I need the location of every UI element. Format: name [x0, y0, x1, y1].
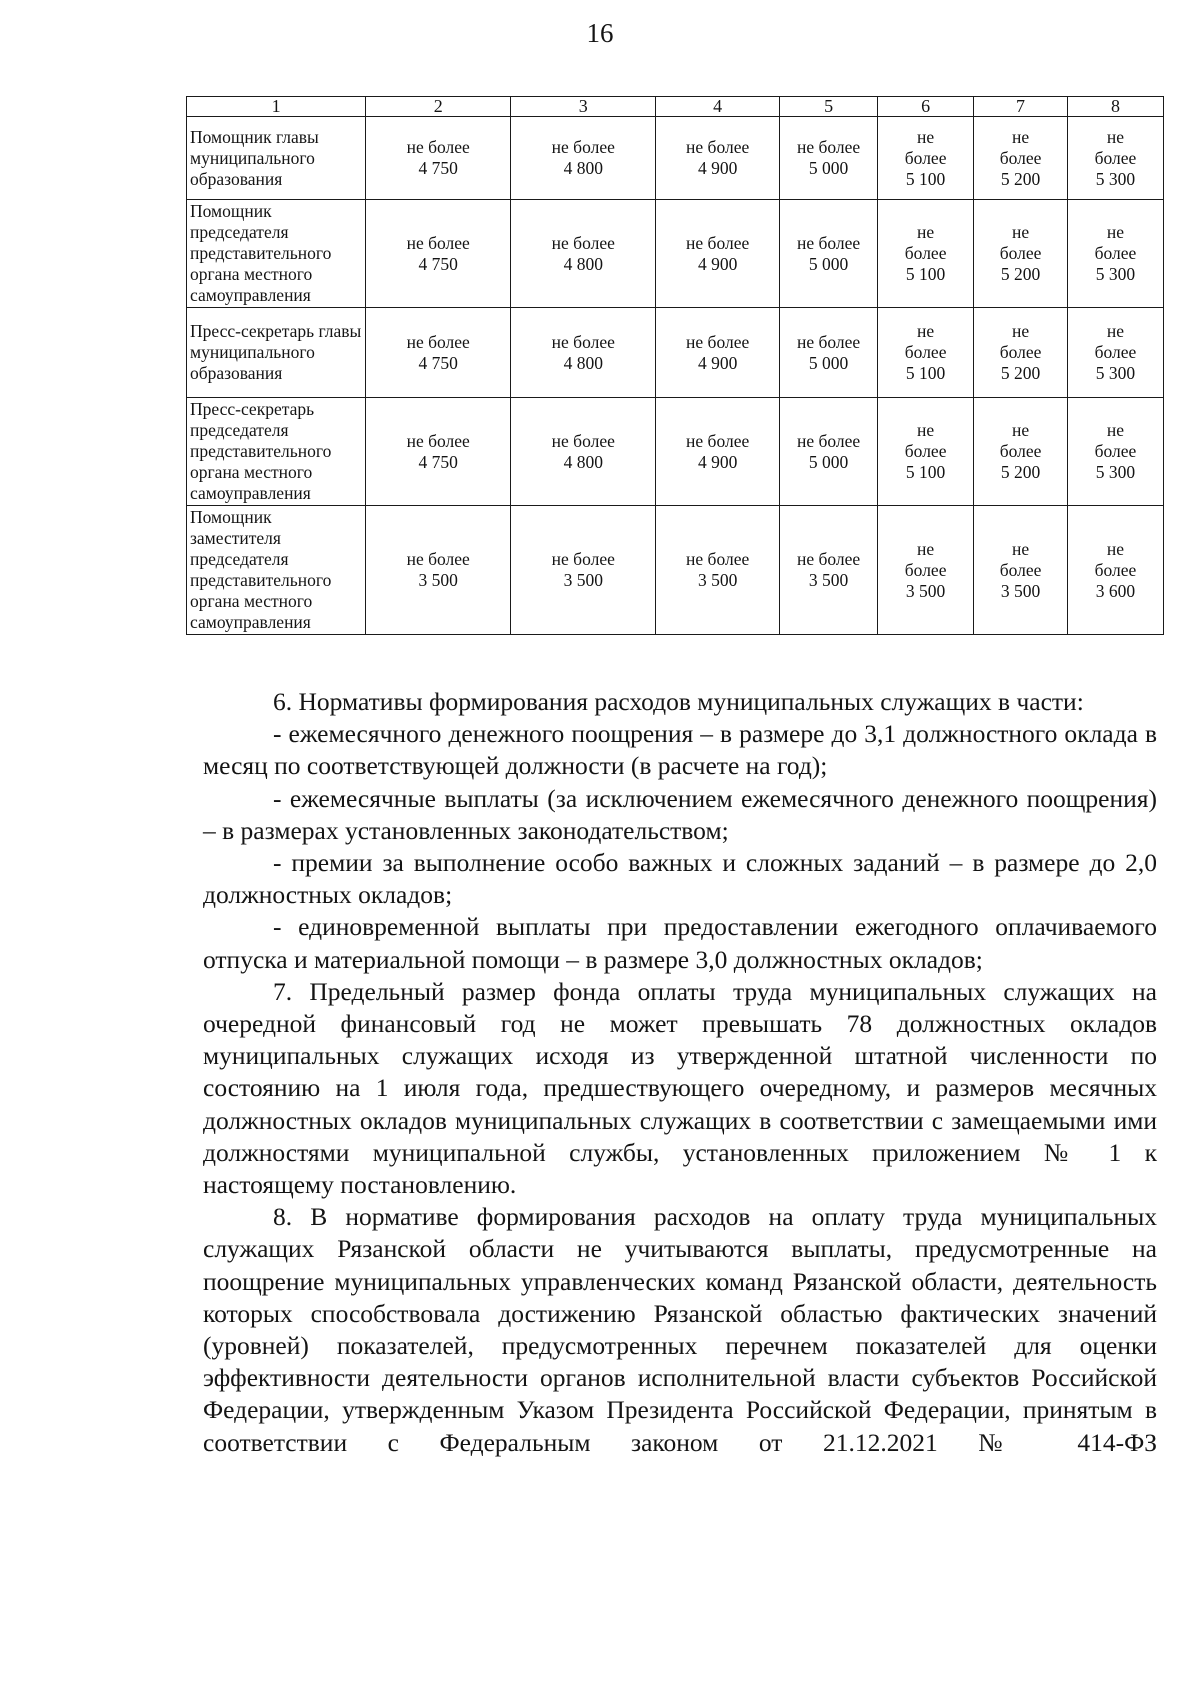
value-cell: [878, 308, 974, 398]
value-cell: [656, 117, 780, 200]
table-row: [187, 398, 1164, 506]
value-cell: [1067, 200, 1163, 308]
value-prefix: не более: [406, 331, 470, 352]
paragraph-6-item: - единовременной выплаты при предоставлении ежегодного оплачиваемого отпуска и материальной помощи – в размере 3,0 должностных окладов;: [203, 912, 1157, 974]
value-prefix: не более: [551, 331, 615, 352]
value-cell: [974, 398, 1068, 506]
page-number: 16: [586, 18, 614, 48]
value-prefix: не: [1011, 321, 1030, 341]
value-cell: [780, 308, 878, 398]
value-prefix: не: [1011, 222, 1030, 242]
value-prefix: не более: [551, 430, 615, 451]
column-header: 1: [187, 97, 366, 117]
value-cell: [366, 200, 511, 308]
value-cell: [780, 398, 878, 506]
value-amount: 5 300: [1095, 462, 1136, 482]
value-cell: [1067, 506, 1163, 635]
value-cell: [878, 398, 974, 506]
value-amount: 3 500: [418, 570, 458, 590]
value-prefix: не: [917, 321, 935, 341]
value-prefix: не: [1011, 538, 1030, 559]
value-prefix: не более: [796, 549, 861, 569]
value-amount: 3 500: [808, 570, 849, 590]
document-body: [203, 686, 1157, 1459]
value-cell: [366, 308, 511, 398]
value-prefix: более: [1094, 441, 1137, 461]
value-cell: [511, 506, 656, 635]
value-prefix: не более: [551, 232, 615, 253]
value-prefix: более: [904, 441, 947, 461]
value-prefix: не более: [796, 430, 861, 451]
value-amount: 5 200: [1000, 462, 1041, 482]
position-cell: Пресс-секретарь председателя представительного органа местного самоуправления: [187, 398, 366, 506]
value-amount: 3 500: [563, 570, 603, 590]
value-cell: [366, 398, 511, 506]
value-amount: 5 100: [905, 363, 946, 383]
paragraph-6-item: - ежемесячные выплаты (за исключением ежемесячного денежного поощрения) – в размерах установленных законодательством;: [203, 783, 1157, 845]
value-cell: [656, 398, 780, 506]
value-prefix: не более: [406, 430, 470, 451]
value-cell: [1067, 398, 1163, 506]
value-prefix: не: [917, 420, 935, 440]
paragraph-7: 7. Предельный размер фонда оплаты труда муниципальных служащих на очередной финансовый год не может превышать 78 должностных окладов муниципальных служащих исходя из утвержденной штатной численности по состоянию на 1 июля года, предшествующего очередному, и размеров месячных должностных окладов муниципальных служащих в соответствии с замещаемыми ими должностями муниципальной службы, установленных приложением № 1 к настоящему постановлению.: [203, 976, 1157, 1200]
value-prefix: не более: [796, 137, 861, 157]
value-prefix: более: [999, 441, 1042, 461]
value-prefix: не более: [686, 331, 750, 352]
value-prefix: не более: [686, 549, 750, 569]
value-prefix: не: [917, 222, 935, 242]
value-amount: 4 800: [563, 352, 603, 373]
table-row: [187, 200, 1164, 308]
value-amount: 4 750: [418, 451, 458, 472]
value-prefix: не: [1106, 538, 1125, 559]
value-prefix: более: [1094, 342, 1137, 362]
value-prefix: более: [999, 243, 1042, 263]
value-amount: 4 900: [697, 158, 738, 178]
value-prefix: более: [999, 147, 1042, 168]
value-amount: 5 300: [1095, 168, 1136, 189]
value-amount: 5 100: [905, 168, 946, 189]
column-header: 2: [366, 97, 511, 117]
value-prefix: более: [904, 147, 947, 168]
value-amount: 4 750: [418, 158, 458, 178]
value-prefix: более: [1094, 243, 1137, 263]
value-prefix: не более: [686, 137, 750, 157]
value-prefix: не более: [796, 232, 861, 253]
paragraph-6: 6. Нормативы формирования расходов муниципальных служащих в части:: [273, 687, 1084, 716]
value-prefix: не более: [686, 232, 750, 253]
value-cell: [656, 200, 780, 308]
value-cell: [878, 200, 974, 308]
column-header: 4: [656, 97, 780, 117]
value-cell: [1067, 117, 1163, 200]
value-cell: [878, 506, 974, 635]
value-prefix: не: [1011, 126, 1030, 147]
value-cell: [974, 506, 1068, 635]
value-amount: 5 300: [1095, 363, 1136, 383]
value-amount: 4 750: [418, 352, 458, 373]
paragraph-6-item: - ежемесячного денежного поощрения – в размере до 3,1 должностного оклада в месяц по соответствующей должности (в расчете на год);: [203, 719, 1157, 781]
value-cell: [511, 308, 656, 398]
value-prefix: не более: [551, 549, 615, 569]
position-cell: Помощник председателя представительного органа местного самоуправления: [187, 200, 366, 308]
value-amount: 3 500: [905, 580, 946, 601]
value-prefix: более: [999, 342, 1042, 362]
value-amount: 5 200: [1000, 264, 1041, 284]
value-cell: [780, 117, 878, 200]
value-amount: 5 000: [808, 352, 849, 373]
value-amount: 4 800: [563, 253, 603, 274]
value-prefix: не более: [406, 232, 470, 253]
value-prefix: не более: [551, 137, 615, 157]
value-prefix: не: [1011, 420, 1030, 440]
value-amount: 3 600: [1095, 580, 1136, 601]
value-prefix: более: [1094, 147, 1137, 168]
table-row: [187, 506, 1164, 635]
column-header: 6: [878, 97, 974, 117]
value-amount: 4 900: [697, 451, 738, 472]
value-prefix: не: [1106, 222, 1125, 242]
value-cell: [878, 117, 974, 200]
table-row: [187, 308, 1164, 398]
value-amount: 4 900: [697, 352, 738, 373]
value-amount: 4 800: [563, 451, 603, 472]
column-header: 7: [974, 97, 1068, 117]
value-amount: 5 000: [808, 253, 849, 274]
table-row: [187, 117, 1164, 200]
value-prefix: не: [917, 126, 935, 147]
value-prefix: не более: [796, 331, 861, 352]
value-cell: [974, 308, 1068, 398]
value-prefix: более: [904, 243, 947, 263]
value-amount: 5 100: [905, 462, 946, 482]
value-cell: [1067, 308, 1163, 398]
value-amount: 5 000: [808, 451, 849, 472]
value-cell: [511, 398, 656, 506]
value-amount: 5 300: [1095, 264, 1136, 284]
value-amount: 4 800: [563, 158, 603, 178]
value-cell: [511, 200, 656, 308]
value-amount: 5 000: [808, 158, 849, 178]
table-header-row: [187, 97, 1164, 117]
value-cell: [656, 308, 780, 398]
value-cell: [366, 117, 511, 200]
value-cell: [656, 506, 780, 635]
salary-norms-table: [186, 96, 1164, 635]
value-prefix: не: [1106, 126, 1125, 147]
value-cell: [974, 117, 1068, 200]
value-prefix: более: [904, 342, 947, 362]
position-cell: Пресс-секретарь главы муниципального образования: [187, 308, 366, 398]
value-amount: 5 200: [1000, 168, 1041, 189]
value-prefix: не более: [406, 549, 470, 569]
value-cell: [366, 506, 511, 635]
value-cell: [511, 117, 656, 200]
value-prefix: не: [1106, 321, 1125, 341]
paragraph-8: 8. В нормативе формирования расходов на оплату труда муниципальных служащих Рязанской области не учитываются выплаты, предусмотренные на поощрение муниципальных управленческих команд Рязанской области, деятельность которых способствовала достижению Рязанской областью фактических значений (уровней) показателей, предусмотренных перечнем показателей для оценки эффективности деятельности органов исполнительной власти субъектов Российской Федерации, утвержденным Указом Президента Российской Федерации, принятым в соответствии с Федеральным законом от 21.12.2021 № 414-ФЗ: [203, 1202, 1157, 1457]
value-prefix: более: [904, 559, 947, 580]
value-cell: [780, 200, 878, 308]
value-amount: 5 200: [1000, 363, 1041, 383]
value-amount: 3 500: [697, 570, 738, 590]
value-prefix: не: [1106, 420, 1125, 440]
value-amount: 4 900: [697, 253, 738, 274]
value-prefix: не: [917, 538, 935, 559]
value-amount: 3 500: [1000, 580, 1041, 601]
value-prefix: более: [999, 559, 1042, 580]
position-cell: Помощник главы муниципального образования: [187, 117, 366, 200]
value-prefix: не более: [686, 430, 750, 451]
value-amount: 4 750: [418, 253, 458, 274]
column-header: 5: [780, 97, 878, 117]
value-prefix: не более: [406, 137, 470, 157]
value-cell: [780, 506, 878, 635]
paragraph-6-item: - премии за выполнение особо важных и сложных заданий – в размере до 2,0 должностных окладов;: [203, 848, 1157, 910]
value-prefix: более: [1094, 559, 1137, 580]
value-amount: 5 100: [905, 264, 946, 284]
column-header: 8: [1067, 97, 1163, 117]
value-cell: [974, 200, 1068, 308]
column-header: 3: [511, 97, 656, 117]
position-cell: Помощник заместителя председателя представительного органа местного самоуправления: [187, 506, 366, 635]
